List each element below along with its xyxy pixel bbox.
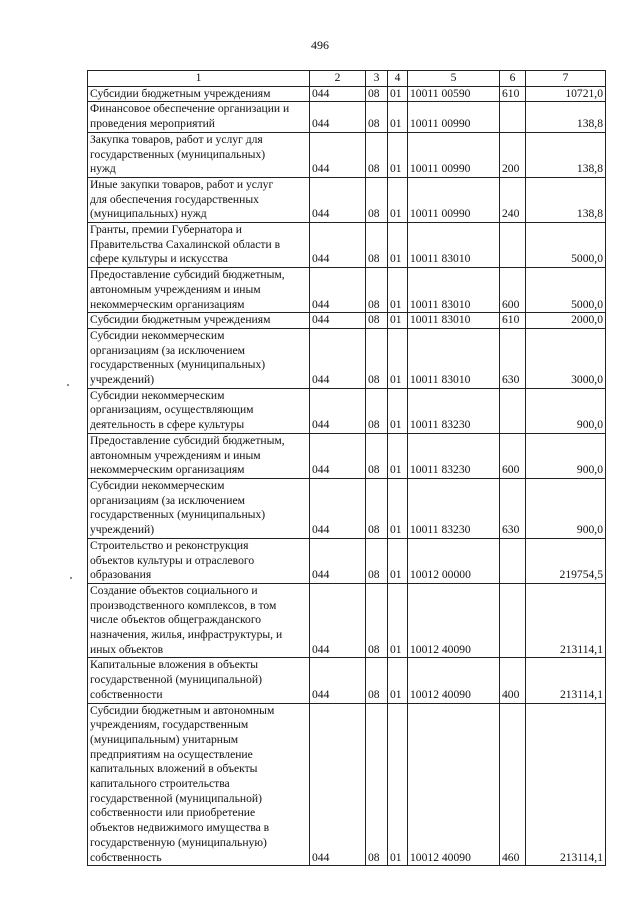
row-c4-cell: 01 [388,583,408,658]
row-name-line: учреждениям, государственным [90,718,249,732]
row-c7-cell: 900,0 [526,478,606,538]
row-name-line: собственность [90,850,162,864]
row-name-line: капитальных вложений в объекты [90,762,258,776]
row-name-line: Финансовое обеспечение организации и [90,102,290,116]
row-c2-cell: 044 [310,433,366,478]
row-name-cell [88,703,310,866]
row-name-cell [88,433,310,478]
row-name-line: (муниципальным) унитарным [90,732,239,746]
row-c2-cell: 044 [310,86,366,102]
row-c2-cell: 044 [310,328,366,388]
table-header-row [88,71,606,87]
row-c7-cell: 2000,0 [526,313,606,329]
row-c6-cell: 610 [500,86,526,102]
row-name-line: собственности или приобретение [90,806,256,820]
row-c5-cell: 10012 40090 [408,658,500,703]
row-c3-cell: 08 [366,658,388,703]
row-c3-cell: 08 [366,433,388,478]
row-name-cell [88,388,310,433]
row-name-cell [88,223,310,268]
row-name-line: сфере культуры и искусства [90,252,228,266]
row-c7-cell: 213114,1 [526,703,606,866]
header-cell-5: 5 [408,71,500,87]
row-c7-cell: 900,0 [526,388,606,433]
row-c7-cell: 213114,1 [526,658,606,703]
row-name-line: государственных (муниципальных) [90,358,266,372]
row-c2-cell: 044 [310,223,366,268]
row-c3-cell: 08 [366,313,388,329]
row-name-line: (муниципальных) нужд [90,207,207,221]
row-name-cell [88,658,310,703]
table-row [88,177,606,222]
row-c7-cell: 5000,0 [526,268,606,313]
row-name-line: Правительства Сахалинской области в [90,237,281,251]
row-name-line: некоммерческим организациям [90,463,245,477]
table-row [88,658,606,703]
row-name-line: объектов культуры и отраслевого [90,553,255,567]
row-c4-cell: 01 [388,658,408,703]
row-name-line: Закупка товаров, работ и услуг для [90,132,263,146]
row-c6-cell: 600 [500,268,526,313]
row-name-line: государственных (муниципальных) [90,147,266,161]
row-c6-cell [500,223,526,268]
row-name-line: учреждений) [90,523,155,537]
row-name-line: нужд [90,162,116,176]
row-name-line: Субсидии некоммерческим [90,388,225,402]
row-c7-cell: 219754,5 [526,538,606,583]
row-c5-cell: 10011 83230 [408,478,500,538]
row-c5-cell: 10011 83010 [408,268,500,313]
row-c3-cell: 08 [366,583,388,658]
row-c7-cell: 10721,0 [526,86,606,102]
row-name-line: собственности [90,687,163,701]
header-cell-3: 3 [366,71,388,87]
row-c7-cell: 138,8 [526,102,606,132]
table-row [88,703,606,866]
row-c5-cell: 10011 83230 [408,388,500,433]
scan-speck [70,577,72,579]
row-c2-cell: 044 [310,102,366,132]
row-c6-cell: 630 [500,478,526,538]
table-row [88,223,606,268]
table-row [88,388,606,433]
row-c3-cell: 08 [366,538,388,583]
row-c2-cell: 044 [310,658,366,703]
row-name-cell [88,268,310,313]
row-name-line: Субсидии бюджетным учреждениям [90,86,271,100]
row-c2-cell: 044 [310,703,366,866]
row-name-line: государственной (муниципальной) [90,673,262,687]
row-name-line: Субсидии бюджетным учреждениям [90,313,271,327]
row-name-cell [88,538,310,583]
row-c7-cell: 900,0 [526,433,606,478]
row-c4-cell: 01 [388,538,408,583]
table-row [88,328,606,388]
row-name-cell [88,177,310,222]
row-name-line: Создание объектов социального и [90,583,258,597]
row-name-cell [88,478,310,538]
row-name-line: производственного комплексов, в том [90,598,277,612]
row-c6-cell [500,102,526,132]
row-name-line: организациям, осуществляющим [90,403,254,417]
row-c3-cell: 08 [366,132,388,177]
table-row [88,102,606,132]
header-cell-2: 2 [310,71,366,87]
row-name-line: деятельность в сфере культуры [90,418,245,432]
row-c3-cell: 08 [366,388,388,433]
header-cell-1: 1 [88,71,310,87]
header-cell-4: 4 [388,71,408,87]
row-c4-cell: 01 [388,313,408,329]
row-c6-cell [500,538,526,583]
row-c4-cell: 01 [388,433,408,478]
row-name-line: организациям (за исключением [90,343,245,357]
row-c4-cell: 01 [388,478,408,538]
row-c5-cell: 10011 00590 [408,86,500,102]
row-c5-cell: 10011 00990 [408,102,500,132]
row-c3-cell: 08 [366,102,388,132]
row-c4-cell: 01 [388,268,408,313]
row-c3-cell: 08 [366,478,388,538]
row-c6-cell: 610 [500,313,526,329]
table-row [88,583,606,658]
row-c7-cell: 138,8 [526,177,606,222]
row-c4-cell: 01 [388,177,408,222]
row-c5-cell: 10011 83230 [408,433,500,478]
row-name-line: Иные закупки товаров, работ и услуг [90,177,274,191]
row-name-line: некоммерческим организациям [90,297,245,311]
row-c3-cell: 08 [366,223,388,268]
row-name-line: Гранты, премии Губернатора и [90,223,242,237]
row-c6-cell: 600 [500,433,526,478]
row-name-line: организациям (за исключением [90,493,245,507]
row-c3-cell: 08 [366,268,388,313]
row-c7-cell: 5000,0 [526,223,606,268]
row-name-line: Строительство и реконструкция [90,538,249,552]
table-row [88,268,606,313]
table-row [88,433,606,478]
row-c5-cell: 10012 40090 [408,583,500,658]
row-c3-cell: 08 [366,177,388,222]
row-c6-cell: 200 [500,132,526,177]
row-c7-cell: 3000,0 [526,328,606,388]
row-c4-cell: 01 [388,223,408,268]
row-name-line: Капитальные вложения в объекты [90,658,259,672]
table-row [88,86,606,102]
row-c7-cell: 138,8 [526,132,606,177]
row-c2-cell: 044 [310,583,366,658]
table-row [88,313,606,329]
row-c4-cell: 01 [388,328,408,388]
row-name-line: Предоставление субсидий бюджетным, [90,268,285,282]
row-name-line: для обеспечения государственных [90,192,259,206]
row-name-line: автономным учреждениям и иным [90,448,261,462]
table-row [88,132,606,177]
row-name-line: числе объектов общегражданского [90,613,262,627]
row-c5-cell: 10012 00000 [408,538,500,583]
row-name-line: автономным учреждениям и иным [90,282,261,296]
row-c6-cell: 630 [500,328,526,388]
row-name-line: государственную (муниципальную) [90,835,267,849]
row-name-line: капитального строительства [90,777,230,791]
row-name-line: государственных (муниципальных) [90,508,266,522]
header-cell-7: 7 [526,71,606,87]
table-row [88,478,606,538]
row-c4-cell: 01 [388,132,408,177]
header-cell-6: 6 [500,71,526,87]
row-name-line: Предоставление субсидий бюджетным, [90,433,285,447]
budget-table [87,70,606,866]
row-c3-cell: 08 [366,703,388,866]
scan-speck [67,384,69,386]
row-c6-cell [500,583,526,658]
row-name-cell [88,583,310,658]
row-name-line: предприятиям на осуществление [90,747,253,761]
row-c4-cell: 01 [388,86,408,102]
row-c6-cell [500,388,526,433]
row-c2-cell: 044 [310,177,366,222]
row-c7-cell: 213114,1 [526,583,606,658]
row-c2-cell: 044 [310,478,366,538]
row-name-cell [88,102,310,132]
row-c2-cell: 044 [310,132,366,177]
row-name-cell [88,328,310,388]
row-c4-cell: 01 [388,102,408,132]
page-number: 496 [311,38,329,52]
row-c5-cell: 10011 83010 [408,313,500,329]
row-name-line: учреждений) [90,373,155,387]
row-c5-cell: 10012 40090 [408,703,500,866]
row-name-line: объектов недвижимого имущества в [90,821,270,835]
row-name-line: Субсидии некоммерческим [90,478,225,492]
row-name-line: Субсидии некоммерческим [90,328,225,342]
row-name-cell [88,313,310,329]
row-c4-cell: 01 [388,388,408,433]
row-c2-cell: 044 [310,313,366,329]
row-c5-cell: 10011 83010 [408,223,500,268]
row-c6-cell: 460 [500,703,526,866]
row-c5-cell: 10011 00990 [408,177,500,222]
row-c2-cell: 044 [310,268,366,313]
row-c6-cell: 400 [500,658,526,703]
row-name-line: иных объектов [90,642,164,656]
row-c6-cell: 240 [500,177,526,222]
row-c2-cell: 044 [310,538,366,583]
row-c3-cell: 08 [366,86,388,102]
row-name-line: проведения мероприятий [90,117,215,131]
row-name-line: образования [90,568,152,582]
row-name-cell [88,86,310,102]
row-c4-cell: 01 [388,703,408,866]
row-name-line: государственной (муниципальной) [90,791,262,805]
row-c3-cell: 08 [366,328,388,388]
row-c5-cell: 10011 00990 [408,132,500,177]
row-c5-cell: 10011 83010 [408,328,500,388]
row-name-line: Субсидии бюджетным и автономным [90,703,275,717]
row-name-cell [88,132,310,177]
table-row [88,538,606,583]
row-c2-cell: 044 [310,388,366,433]
row-name-line: назначения, жилья, инфраструктуры, и [90,628,283,642]
